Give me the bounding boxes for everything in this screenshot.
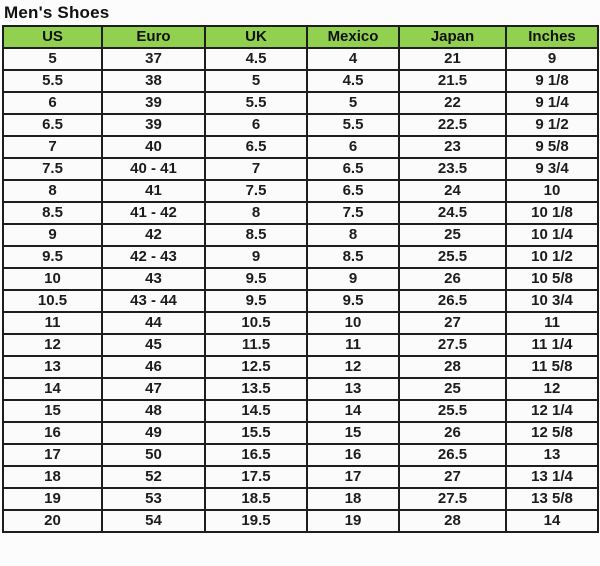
table-cell: 16 [3, 422, 102, 444]
table-row [3, 488, 598, 510]
column-header-japan: Japan [399, 26, 506, 48]
table-cell: 44 [102, 312, 205, 334]
table-row [3, 334, 598, 356]
table-cell: 16 [307, 444, 399, 466]
table-cell: 18.5 [205, 488, 307, 510]
table-cell: 6 [205, 114, 307, 136]
table-cell: 7.5 [205, 180, 307, 202]
table-cell: 9 [506, 48, 598, 70]
table-cell: 37 [102, 48, 205, 70]
table-cell: 49 [102, 422, 205, 444]
table-cell: 22.5 [399, 114, 506, 136]
table-cell: 42 [102, 224, 205, 246]
table-cell: 28 [399, 510, 506, 532]
table-cell: 15 [307, 422, 399, 444]
table-cell: 9 [3, 224, 102, 246]
table-cell: 9.5 [3, 246, 102, 268]
table-cell: 26.5 [399, 444, 506, 466]
table-row [3, 224, 598, 246]
table-cell: 11 [307, 334, 399, 356]
table-cell: 12 [307, 356, 399, 378]
table-cell: 41 [102, 180, 205, 202]
table-cell: 41 - 42 [102, 202, 205, 224]
size-conversion-table [2, 25, 599, 533]
table-cell: 9.5 [205, 268, 307, 290]
table-cell: 23 [399, 136, 506, 158]
table-cell: 13 5/8 [506, 488, 598, 510]
table-cell: 25.5 [399, 246, 506, 268]
table-cell: 42 - 43 [102, 246, 205, 268]
table-cell: 19 [307, 510, 399, 532]
table-cell: 12 1/4 [506, 400, 598, 422]
table-row [3, 136, 598, 158]
table-cell: 10.5 [3, 290, 102, 312]
table-cell: 5 [205, 70, 307, 92]
table-cell: 9.5 [205, 290, 307, 312]
column-header-euro: Euro [102, 26, 205, 48]
table-cell: 6 [3, 92, 102, 114]
table-cell: 8.5 [307, 246, 399, 268]
table-cell: 6.5 [205, 136, 307, 158]
table-cell: 13 [307, 378, 399, 400]
table-cell: 39 [102, 114, 205, 136]
table-cell: 14.5 [205, 400, 307, 422]
table-cell: 11 5/8 [506, 356, 598, 378]
table-cell: 43 [102, 268, 205, 290]
table-cell: 5.5 [3, 70, 102, 92]
table-cell: 9 5/8 [506, 136, 598, 158]
table-row [3, 290, 598, 312]
table-cell: 21.5 [399, 70, 506, 92]
table-cell: 7 [205, 158, 307, 180]
table-row [3, 70, 598, 92]
table-cell: 10 1/2 [506, 246, 598, 268]
table-cell: 15 [3, 400, 102, 422]
table-cell: 39 [102, 92, 205, 114]
table-cell: 10 3/4 [506, 290, 598, 312]
table-cell: 4.5 [205, 48, 307, 70]
table-cell: 26 [399, 268, 506, 290]
table-row [3, 180, 598, 202]
column-header-us: US [3, 26, 102, 48]
table-cell: 7.5 [3, 158, 102, 180]
table-cell: 4.5 [307, 70, 399, 92]
table-cell: 8 [205, 202, 307, 224]
table-cell: 10.5 [205, 312, 307, 334]
table-cell: 38 [102, 70, 205, 92]
table-cell: 15.5 [205, 422, 307, 444]
table-cell: 5 [307, 92, 399, 114]
table-cell: 13 [3, 356, 102, 378]
table-cell: 27 [399, 312, 506, 334]
table-row [3, 246, 598, 268]
table-cell: 23.5 [399, 158, 506, 180]
column-header-inches: Inches [506, 26, 598, 48]
table-cell: 43 - 44 [102, 290, 205, 312]
table-cell: 10 1/4 [506, 224, 598, 246]
table-row [3, 422, 598, 444]
table-cell: 40 [102, 136, 205, 158]
table-cell: 5.5 [307, 114, 399, 136]
table-cell: 27.5 [399, 488, 506, 510]
table-cell: 10 [506, 180, 598, 202]
table-row [3, 466, 598, 488]
table-cell: 26.5 [399, 290, 506, 312]
table-row [3, 444, 598, 466]
table-cell: 12 5/8 [506, 422, 598, 444]
table-cell: 54 [102, 510, 205, 532]
table-cell: 9.5 [307, 290, 399, 312]
table-cell: 6.5 [3, 114, 102, 136]
table-row [3, 268, 598, 290]
table-cell: 53 [102, 488, 205, 510]
table-cell: 8 [307, 224, 399, 246]
table-cell: 6 [307, 136, 399, 158]
table-cell: 17 [307, 466, 399, 488]
table-cell: 45 [102, 334, 205, 356]
table-cell: 28 [399, 356, 506, 378]
table-cell: 18 [3, 466, 102, 488]
table-cell: 25.5 [399, 400, 506, 422]
table-cell: 9 [205, 246, 307, 268]
table-cell: 12 [506, 378, 598, 400]
table-cell: 24 [399, 180, 506, 202]
table-cell: 11 1/4 [506, 334, 598, 356]
table-cell: 6.5 [307, 180, 399, 202]
table-cell: 24.5 [399, 202, 506, 224]
table-cell: 13 [506, 444, 598, 466]
table-cell: 22 [399, 92, 506, 114]
table-cell: 50 [102, 444, 205, 466]
table-cell: 17.5 [205, 466, 307, 488]
table-cell: 8 [3, 180, 102, 202]
table-cell: 12 [3, 334, 102, 356]
table-cell: 14 [3, 378, 102, 400]
table-cell: 9 [307, 268, 399, 290]
table-cell: 11.5 [205, 334, 307, 356]
table-row [3, 378, 598, 400]
table-cell: 27.5 [399, 334, 506, 356]
table-cell: 47 [102, 378, 205, 400]
table-cell: 14 [307, 400, 399, 422]
table-cell: 10 5/8 [506, 268, 598, 290]
table-cell: 11 [3, 312, 102, 334]
table-cell: 27 [399, 466, 506, 488]
table-cell: 9 3/4 [506, 158, 598, 180]
table-cell: 19 [3, 488, 102, 510]
table-cell: 10 1/8 [506, 202, 598, 224]
table-cell: 25 [399, 224, 506, 246]
table-cell: 11 [506, 312, 598, 334]
table-cell: 16.5 [205, 444, 307, 466]
table-cell: 46 [102, 356, 205, 378]
table-cell: 10 [307, 312, 399, 334]
table-cell: 48 [102, 400, 205, 422]
column-header-uk: UK [205, 26, 307, 48]
table-cell: 8.5 [3, 202, 102, 224]
table-cell: 12.5 [205, 356, 307, 378]
size-table-head-row [3, 26, 598, 48]
table-row [3, 400, 598, 422]
table-cell: 18 [307, 488, 399, 510]
table-row [3, 312, 598, 334]
table-cell: 21 [399, 48, 506, 70]
table-row [3, 510, 598, 532]
table-cell: 13.5 [205, 378, 307, 400]
table-cell: 52 [102, 466, 205, 488]
table-cell: 9 1/8 [506, 70, 598, 92]
table-row [3, 114, 598, 136]
table-cell: 25 [399, 378, 506, 400]
table-cell: 9 1/4 [506, 92, 598, 114]
table-row [3, 356, 598, 378]
table-cell: 5 [3, 48, 102, 70]
table-row [3, 92, 598, 114]
table-cell: 13 1/4 [506, 466, 598, 488]
table-cell: 4 [307, 48, 399, 70]
table-cell: 7.5 [307, 202, 399, 224]
table-cell: 10 [3, 268, 102, 290]
size-table-body [3, 48, 598, 532]
column-header-mexico: Mexico [307, 26, 399, 48]
table-cell: 5.5 [205, 92, 307, 114]
table-cell: 14 [506, 510, 598, 532]
table-cell: 40 - 41 [102, 158, 205, 180]
page-title: Men's Shoes [4, 3, 110, 22]
table-cell: 7 [3, 136, 102, 158]
table-cell: 19.5 [205, 510, 307, 532]
table-row [3, 158, 598, 180]
table-cell: 17 [3, 444, 102, 466]
table-cell: 20 [3, 510, 102, 532]
table-cell: 8.5 [205, 224, 307, 246]
table-cell: 26 [399, 422, 506, 444]
table-row [3, 202, 598, 224]
table-cell: 9 1/2 [506, 114, 598, 136]
table-row [3, 48, 598, 70]
table-cell: 6.5 [307, 158, 399, 180]
